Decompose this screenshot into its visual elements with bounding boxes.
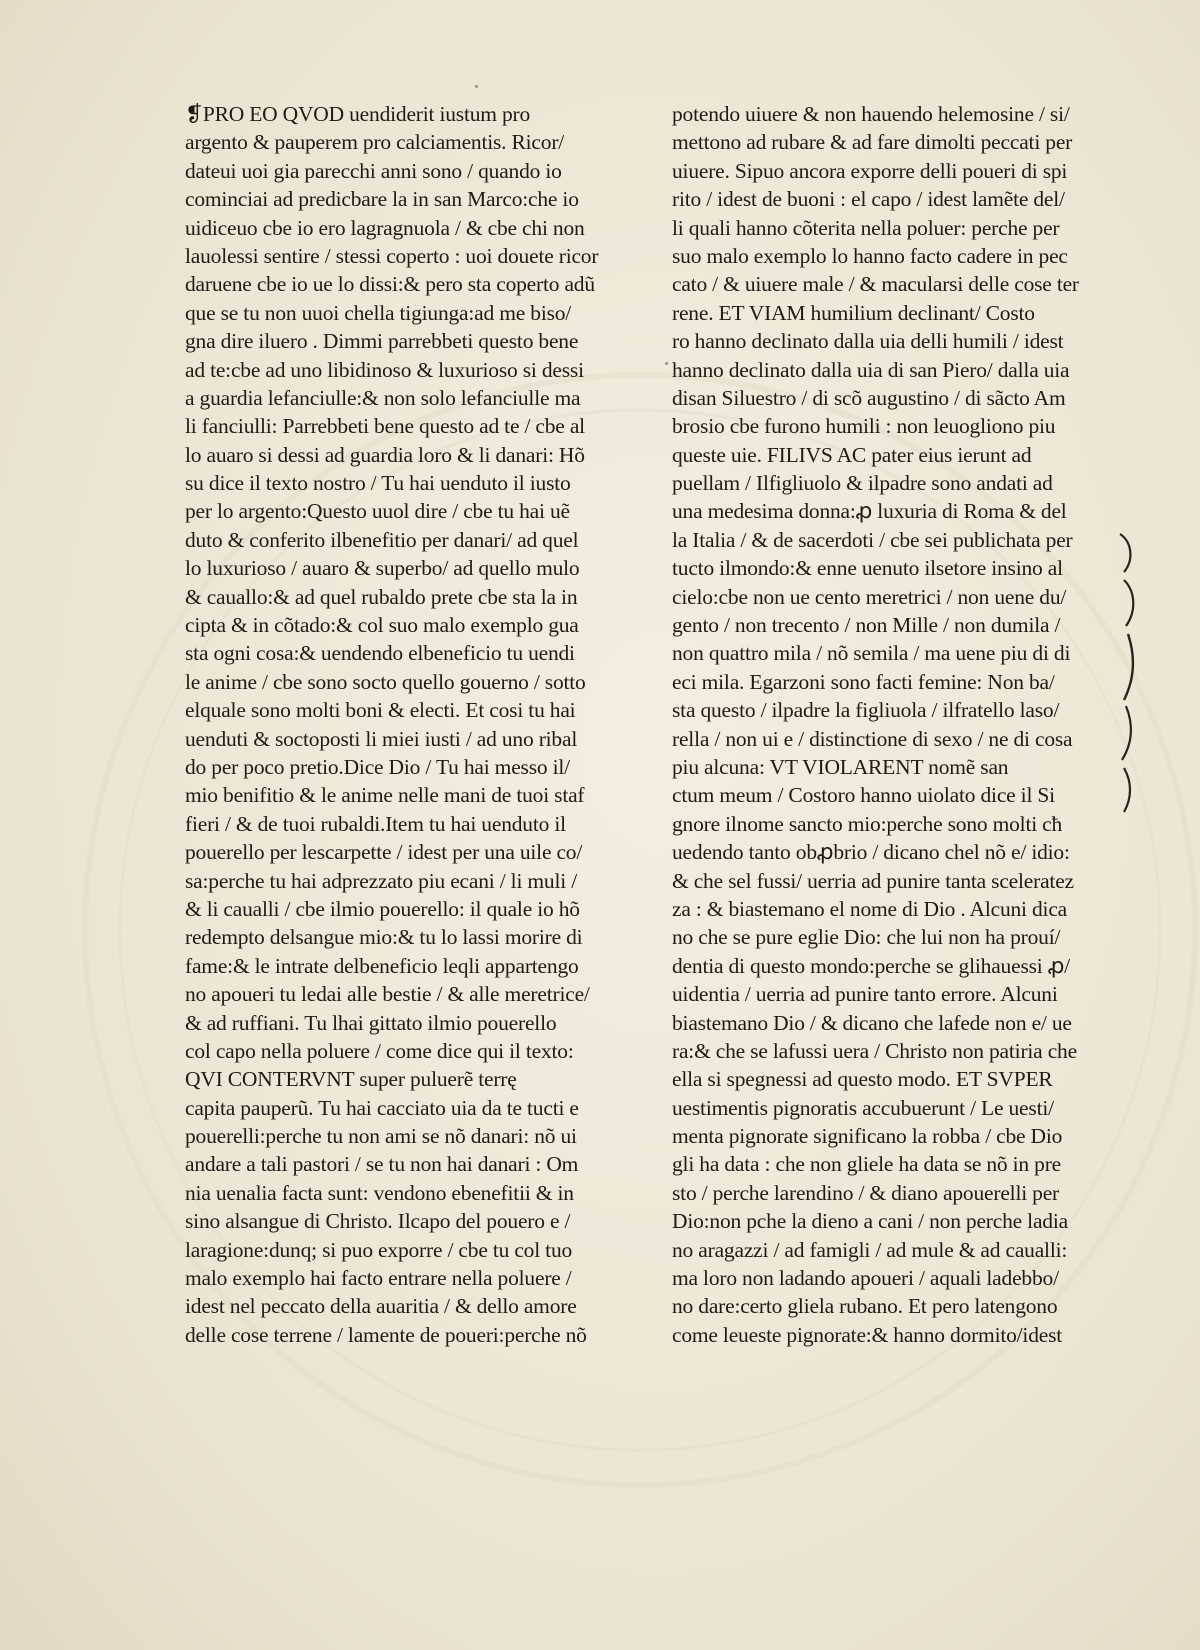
text-line: duto & conferito ilbenefitio per danari/ ad quel <box>185 527 579 552</box>
text-line: rella / non ui e / distinctione di sexo / ne di cosa <box>672 726 1073 751</box>
text-line: la Italia / & de sacerdoti / cbe sei publichata per <box>672 527 1073 552</box>
text-line: daruene cbe io ue lo dissi:& pero sta coperto adũ <box>185 272 595 297</box>
text-line: que se tu non uuoi chella tigiunga:ad me biso/ <box>185 300 572 325</box>
text-line: laragione:dunq; si puo exporre / cbe tu col tuo <box>185 1237 573 1262</box>
text-line: za : & biastemano el nome di Dio . Alcuni dica <box>672 896 1068 921</box>
text-line: sto / perche larendino / & diano apouerelli per <box>672 1180 1060 1205</box>
text-line: gna dire iluero . Dimmi parrebbeti questo bene <box>185 329 579 354</box>
text-line: malo exemplo hai facto entrare nella poluere / <box>185 1266 572 1291</box>
right-text-column <box>672 100 1124 1349</box>
text-line: li quali hanno cõterita nella poluer: perche per <box>672 215 1060 240</box>
text-line: lo auaro si dessi ad guardia loro & li danari: Hõ <box>185 442 585 467</box>
text-line: uedendo tanto obꝓbrio / dicano chel nõ e/ idio: <box>672 840 1070 865</box>
text-line: a guardia lefanciulle:& non solo lefanciulle ma <box>185 385 581 410</box>
text-line: Dio:non pche la dieno a cani / non perche ladia <box>672 1209 1068 1234</box>
text-line: nia uenalia facta sunt: vendono ebenefitii & in <box>185 1180 574 1205</box>
text-line: lo luxurioso / auaro & superbo/ ad quello mulo <box>185 556 580 581</box>
text-line: fieri / & de tuoi rubaldi.Item tu hai uenduto il <box>185 811 566 836</box>
text-line: & ad ruffiani. Tu lhai gittato ilmio pouerello <box>185 1010 557 1035</box>
text-line: gento / non trecento / non Mille / non dumila / <box>672 613 1061 638</box>
text-line: no apoueri tu ledai alle bestie / & alle meretrice/ <box>185 982 590 1007</box>
left-text-column <box>185 100 637 1349</box>
text-line: hanno declinato dalla uia di san Piero/ dalla uia <box>672 357 1070 382</box>
text-line: non quattro mila / nõ semila / ma uene piu di di <box>672 641 1071 666</box>
text-line: mettono ad rubare & ad fare dimolti peccati per <box>672 130 1073 155</box>
text-line: dateui uoi gia parecchi anni sono / quando io <box>185 158 562 183</box>
text-line: rene. ET VIAM humilium declinant/ Costo <box>672 300 1035 325</box>
text-line: le anime / cbe sono socto quello gouerno / sotto <box>185 669 586 694</box>
text-line: disan Siluestro / di scõ augustino / di sãcto Am <box>672 385 1066 410</box>
text-line: & cauallo:& ad quel rubaldo prete cbe sta la in <box>185 584 578 609</box>
text-line: ctum meum / Costoro hanno uiolato dice il Si <box>672 783 1055 808</box>
text-line: andare a tali pastori / se tu non hai danari : Om <box>185 1152 579 1177</box>
text-line: col capo nella poluere / come dice qui il texto: <box>185 1038 574 1063</box>
text-line: dentia di questo mondo:perche se glihauessi ꝓ/ <box>672 953 1070 978</box>
text-line: uenduti & soctoposti li miei iusti / ad uno ribal <box>185 726 578 751</box>
text-line: biastemano Dio / & dicano che lafede non e/ ue <box>672 1010 1072 1035</box>
text-line: capita pauperũ. Tu hai cacciato uia da te tucti e <box>185 1095 579 1120</box>
text-line: pouerello per lescarpette / idest per una uile co/ <box>185 840 583 865</box>
text-line: ❡PRO EO QVOD uendiderit iustum pro <box>185 102 531 126</box>
text-line: elquale sono molti boni & electi. Et cosi tu hai <box>185 698 576 723</box>
text-line: pouerelli:perche tu non ami se nõ danari: nõ ui <box>185 1124 577 1149</box>
text-line: sa:perche tu hai adprezzato piu ecani / li muli / <box>185 868 577 893</box>
text-line: gli ha data : che non gliele ha data se nõ in pre <box>672 1152 1061 1177</box>
text-line: menta pignorate significano la robba / cbe Dio <box>672 1124 1063 1149</box>
text-line: no aragazzi / ad famigli / ad mule & ad caualli: <box>672 1237 1068 1262</box>
text-line: QVI CONTERVNT super puluerẽ terrę <box>185 1067 517 1092</box>
text-line: ro hanno declinato dalla uia delli humili / idest <box>672 329 1064 354</box>
text-line: do per poco pretio.Dice Dio / Tu hai messo il/ <box>185 754 570 779</box>
text-line: gnore ilnome sancto mio:perche sono molti cħ <box>672 811 1063 836</box>
text-line: cielo:cbe non ue cento meretrici / non uene du/ <box>672 584 1067 609</box>
text-line: una medesima donna:ꝓ luxuria di Roma & del <box>672 499 1067 524</box>
text-line: redempto delsangue mio:& tu lo lassi morire di <box>185 925 583 950</box>
text-line: idest nel peccato della auaritia / & dello amore <box>185 1294 577 1319</box>
text-line: fame:& le intrate delbeneficio leqli appartengo <box>185 953 579 978</box>
text-line: suo malo exemplo lo hanno facto cadere in pec <box>672 243 1068 268</box>
text-line: tucto ilmondo:& enne uenuto ilsetore insino al <box>672 556 1063 581</box>
text-line: no che se pure eglie Dio: che lui non ha prouí/ <box>672 925 1061 950</box>
text-line: brosio cbe furono humili : non leuogliono piu <box>672 414 1056 439</box>
text-line: per lo argento:Questo uuol dire / cbe tu hai uẽ <box>185 499 570 524</box>
text-line: uestimentis pignoratis accubuerunt / Le uesti/ <box>672 1095 1054 1120</box>
text-line: ad te:cbe ad uno libidinoso & luxurioso si dessi <box>185 357 584 382</box>
text-line: & che sel fussi/ uerria ad punire tanta sceleratez <box>672 868 1074 893</box>
text-line: no dare:certo gliela rubano. Et pero latengono <box>672 1294 1058 1319</box>
text-line: eci mila. Egarzoni sono facti femine: Non ba/ <box>672 669 1055 694</box>
text-line: mio benifitio & le anime nelle mani de tuoi staf <box>185 783 585 808</box>
text-line: potendo uiuere & non hauendo helemosine / si/ <box>672 102 1070 126</box>
text-line: delle cose terrene / lamente de poueri:perche nõ <box>185 1322 587 1347</box>
text-line: ella si spegnessi ad questo modo. ET SVPER <box>672 1067 1053 1092</box>
text-line: cominciai ad predicbare la in san Marco:che io <box>185 187 579 212</box>
text-line: li fanciulli: Parrebbeti bene questo ad te / cbe al <box>185 414 585 439</box>
text-line: sino alsangue di Christo. Ilcapo del pouero e / <box>185 1209 571 1234</box>
text-line: su dice il texto nostro / Tu hai uenduto il iusto <box>185 471 571 496</box>
text-line: & li caualli / cbe ilmio pouerello: il quale io hõ <box>185 896 580 921</box>
text-line: rito / idest de buoni : el capo / idest lamẽte del/ <box>672 187 1065 212</box>
text-line: ra:& che se lafussi uera / Christo non patiria che <box>672 1038 1077 1063</box>
ink-speck <box>475 85 478 88</box>
margin-annotation-brackets <box>1114 530 1174 820</box>
ink-speck <box>665 362 668 365</box>
text-line: uidiceuo cbe io ero lagragnuola / & cbe chi non <box>185 215 585 240</box>
text-line: sta questo / ilpadre la figliuola / ilfratello laso/ <box>672 698 1060 723</box>
text-line: sta ogni cosa:& uendendo elbeneficio tu uendi <box>185 641 575 666</box>
text-line: come leueste pignorate:& hanno dormito/idest <box>672 1322 1063 1347</box>
text-line: lauolessi sentire / stessi coperto : uoi douete ricor <box>185 243 599 268</box>
text-line: argento & pauperem pro calciamentis. Ricor/ <box>185 130 565 155</box>
text-line: piu alcuna: VT VIOLARENT nomẽ san <box>672 754 1009 779</box>
text-line: cipta & in cõtado:& col suo malo exemplo gua <box>185 613 579 638</box>
text-line: uidentia / uerria ad punire tanto errore. Alcuni <box>672 982 1058 1007</box>
text-line: uiuere. Sipuo ancora exporre delli poueri di spi <box>672 158 1068 183</box>
text-line: ma loro non ladando apoueri / aquali ladebbo/ <box>672 1266 1059 1291</box>
text-line: cato / & uiuere male / & macularsi delle cose ter <box>672 272 1079 297</box>
text-line: queste uie. FILIVS AC pater eius ierunt ad <box>672 442 1032 467</box>
text-line: puellam / Ilfigliuolo & ilpadre sono andati ad <box>672 471 1053 496</box>
